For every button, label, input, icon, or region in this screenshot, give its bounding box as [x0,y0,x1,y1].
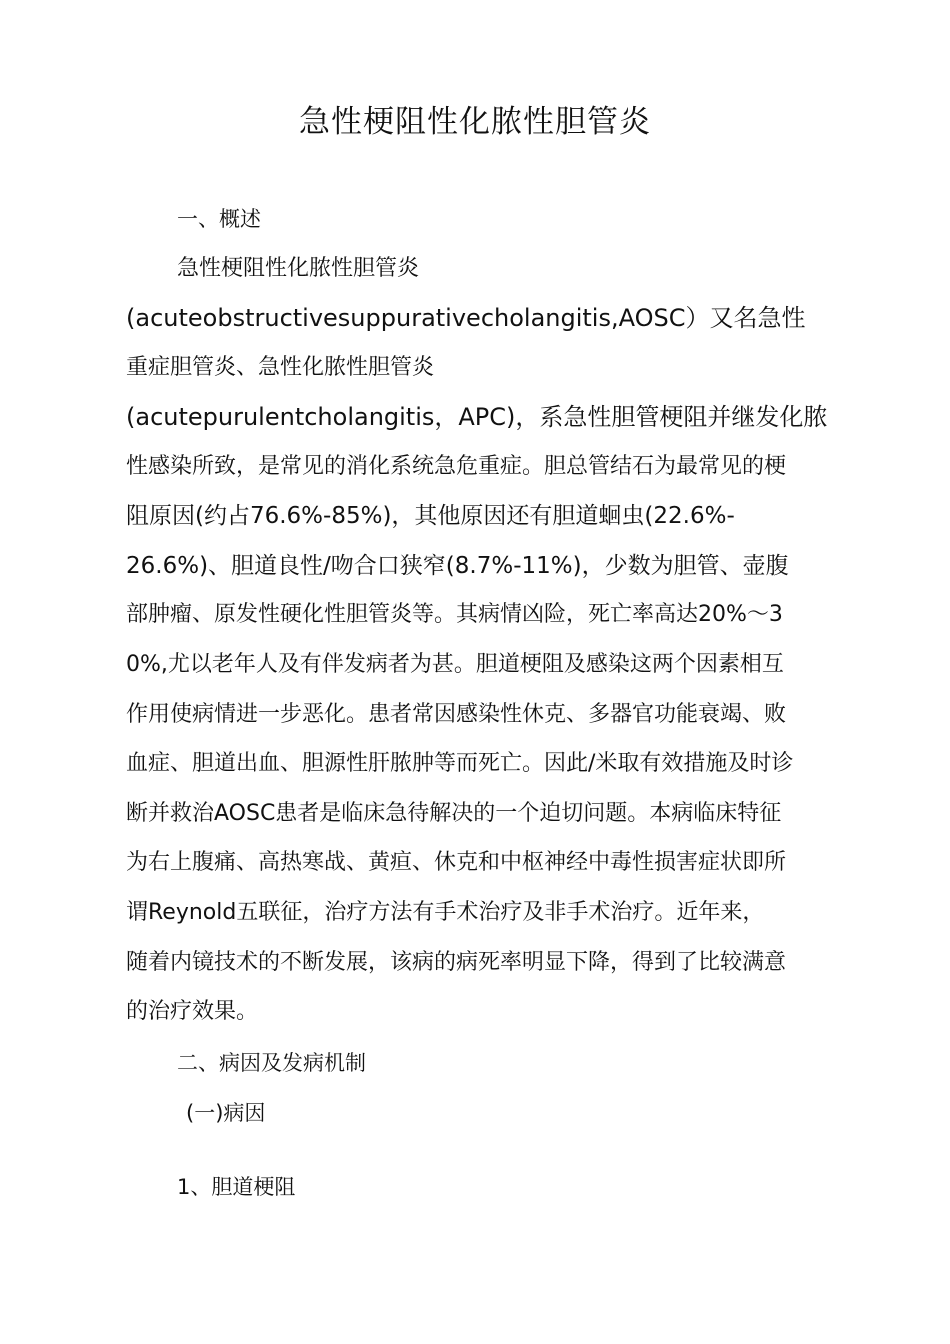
paragraph-line: 阻原因(约占76.6%-85%)，其他原因还有胆道蛔虫(22.6%- [126,503,735,529]
paragraph-line: 血症、胆道出血、胆源性肝脓肿等而死亡。因此/米取有效措施及时诊 [126,751,794,776]
section-heading-overview: 一、概述 [177,207,261,231]
paragraph-line: 随着内镜技术的不断发展，该病的病死率明显下降，得到了比较满意 [126,950,787,975]
section-heading-etiology: 二、病因及发病机制 [177,1051,366,1075]
paragraph-line: 0%,尤以老年人及有伴发病者为甚。胆道梗阻及感染这两个因素相互 [126,652,784,677]
paragraph-line: 急性梗阻性化脓性胆管炎 [177,256,420,281]
paragraph-line: 重症胆管炎、急性化脓性胆管炎 [126,355,435,380]
item-heading-biliary-obstruction: 1、胆道梗阻 [177,1175,296,1199]
subsection-heading-cause: (一)病因 [186,1101,266,1125]
paragraph-line: 为右上腹痛、高热寒战、黄疸、休克和中枢神经中毒性损害症状即所 [126,850,787,875]
paragraph-line: (acuteobstructivesuppurativecholangitis,AOSC）又名急性 [126,304,806,332]
paragraph-line: (acutepurulentcholangitis，APC)，系急性胆管梗阻并继发化脓 [126,403,828,431]
paragraph-line: 断并救治AOSC患者是临床急待解决的一个迫切问题。本病临床特征 [126,801,782,826]
paragraph-line: 谓Reynold五联征，治疗方法有手术治疗及非手术治疗。近年来， [126,900,765,925]
paragraph-line: 作用使病情进一步恶化。患者常因感染性休克、多器官功能衰竭、败 [126,702,787,727]
paragraph-line: 部肿瘤、原发性硬化性胆管炎等。其病情凶险，死亡率高达20%〜3 [126,602,783,627]
document-title: 急性梗阻性化脓性胆管炎 [299,104,651,140]
paragraph-line: 26.6%)、胆道良性/吻合口狭窄(8.7%-11%)，少数为胆管、壶腹 [126,553,789,579]
paragraph-line: 的治疗效果。 [126,999,259,1024]
paragraph-line: 性感染所致，是常见的消化系统急危重症。胆总管结石为最常见的梗 [126,454,787,479]
